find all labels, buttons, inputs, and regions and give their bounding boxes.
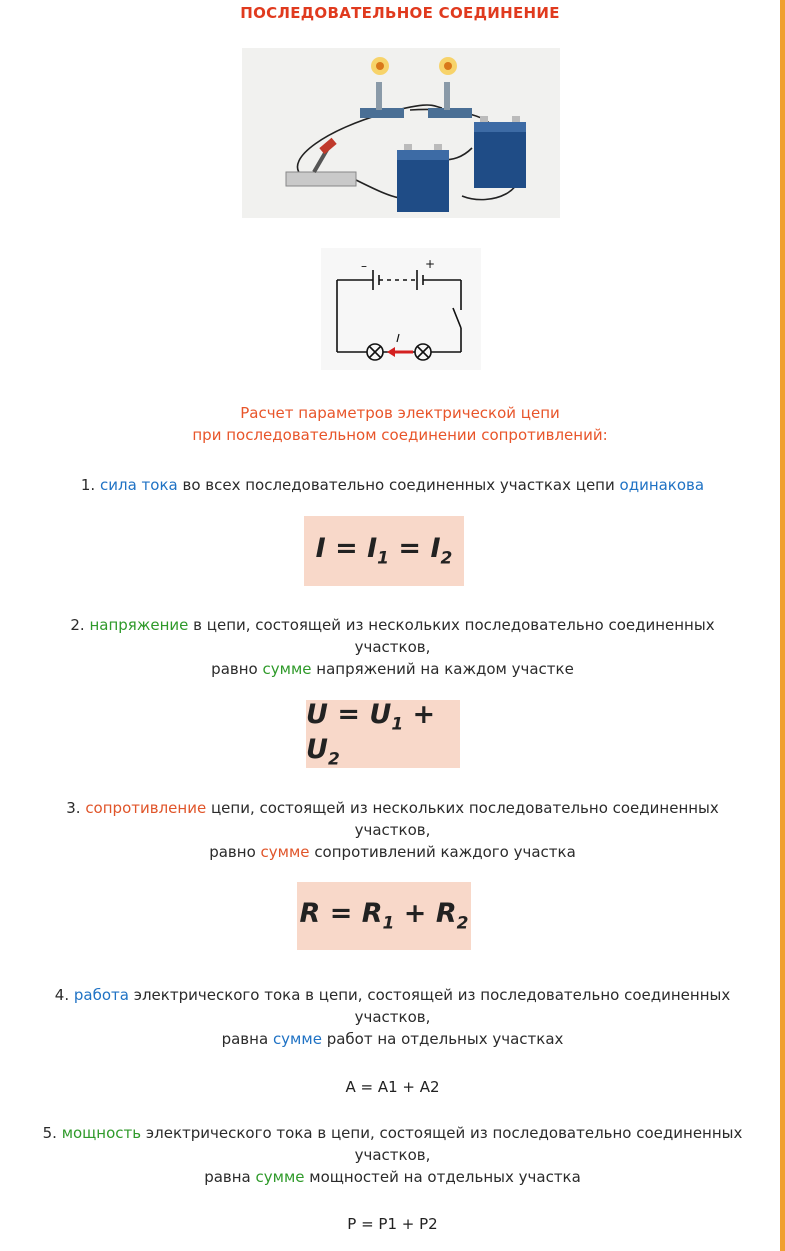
formula-1-b: I <box>367 533 378 565</box>
formula-3-b-sub: 1 <box>382 913 395 934</box>
formula-3-c-sub: 2 <box>456 913 469 934</box>
formula-4: A = A1 + A2 <box>345 1078 440 1096</box>
rule-4-line-1 <box>0 984 785 1006</box>
rule-1-number: 1. <box>80 476 96 494</box>
rule-1 <box>0 474 785 496</box>
rule-3-number: 3. <box>66 799 81 817</box>
formula-1-c-sub: 2 <box>440 548 453 569</box>
rule-3-post: сопротивлений каждого участка <box>314 843 576 861</box>
rule-4-key: работа <box>73 986 129 1004</box>
rule-5-number: 5. <box>42 1124 57 1142</box>
rule-3-pre: равно <box>209 843 256 861</box>
formula-1-a: I <box>315 533 326 565</box>
formula-1: $I = I_1 = I_2$ <box>304 516 464 586</box>
rule-5-post: мощностей на отдельных участка <box>309 1168 581 1186</box>
circuit-schematic <box>321 248 481 370</box>
rule-4-line-2: участков, <box>354 1008 431 1026</box>
section-subtitle <box>0 402 785 446</box>
rule-4-post: работ на отдельных участках <box>326 1030 564 1048</box>
rule-2-post: напряжений на каждом участке <box>316 660 574 678</box>
rule-4-key2: сумме <box>272 1030 322 1048</box>
rule-2-text: в цепи, состоящей из нескольких последовательно соединенных <box>193 616 715 634</box>
rule-4-pre: равна <box>221 1030 269 1048</box>
formula-3-b: R <box>361 898 383 930</box>
rule-3-line-2: участков, <box>354 821 431 839</box>
circuit-photo-illustration <box>242 48 560 218</box>
formula-3-a: R <box>299 898 321 930</box>
rule-2-pre: равно <box>211 660 258 678</box>
plus-sign: + <box>425 257 436 271</box>
rule-5-key: мощность <box>61 1124 142 1142</box>
formula-5: P = P1 + P2 <box>347 1215 438 1233</box>
formula-2-c-sub: 2 <box>327 749 340 770</box>
rule-5-line-1 <box>0 1122 785 1144</box>
circuit-photo <box>242 48 560 218</box>
formula-3-c: R <box>435 898 457 930</box>
rule-2-line-3 <box>0 658 785 680</box>
rule-3-line-1 <box>0 797 785 819</box>
formula-2-c: U <box>306 734 328 765</box>
rule-5-line-2: участков, <box>354 1146 431 1164</box>
formula-3: $R = R_1 + R_2$ <box>297 882 471 950</box>
rule-1-text: во всех последовательно соединенных участках цепи <box>182 476 615 494</box>
rule-3-text: цепи, состоящей из нескольких последовательно соединенных <box>210 799 719 817</box>
rule-1-key2: одинакова <box>619 476 705 494</box>
rule-2-line-1 <box>0 614 785 636</box>
rule-3-key2: сумме <box>260 843 310 861</box>
subtitle-line-1: Расчет параметров электрической цепи <box>240 404 560 422</box>
subtitle-line-2: при последовательном соединении сопротивлений: <box>192 426 608 444</box>
rule-3-line-3 <box>0 841 785 863</box>
rule-4-number: 4. <box>54 986 70 1004</box>
page-title: ПОСЛЕДОВАТЕЛЬНОЕ СОЕДИНЕНИЕ <box>240 4 560 22</box>
rule-2-key2: сумме <box>262 660 312 678</box>
formula-1-c: I <box>430 533 441 565</box>
rule-2-line-2: участков, <box>354 638 431 656</box>
circuit-schematic-drawing <box>321 248 481 370</box>
formula-1-b-sub: 1 <box>377 548 390 569</box>
rule-3-key: сопротивление <box>85 799 207 817</box>
formula-2-a: U <box>306 698 328 730</box>
rule-4-line-3 <box>0 1028 785 1050</box>
formula-2: $U = U_1 + U_2$ <box>306 700 460 768</box>
rule-5-key2: сумме <box>255 1168 305 1186</box>
rule-1-key: сила тока <box>99 476 178 494</box>
rule-2-number: 2. <box>70 616 85 634</box>
minus-sign: – <box>361 259 367 273</box>
rule-5-text: электрического тока в цепи, состоящей из последовательно соединенных <box>145 1124 743 1142</box>
formula-2-b: U <box>369 698 392 730</box>
formula-2-b-sub: 1 <box>391 714 404 734</box>
rule-5-pre: равна <box>204 1168 251 1186</box>
rule-2-key: напряжение <box>89 616 189 634</box>
rule-5-line-3 <box>0 1166 785 1188</box>
rule-4-text: электрического тока в цепи, состоящей из последовательно соединенных <box>133 986 731 1004</box>
